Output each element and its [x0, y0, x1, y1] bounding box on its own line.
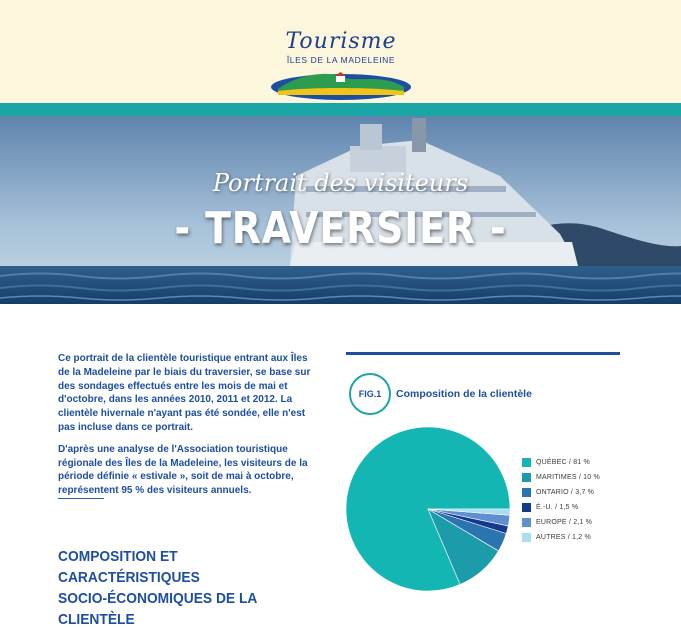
short-divider — [58, 498, 104, 499]
legend-swatch — [522, 533, 531, 542]
section-heading-line-1: COMPOSITION ET CARACTÉRISTIQUES — [58, 548, 200, 586]
intro-paragraph-2: D'après une analyse de l'Association touristique régionale des Îles de la Madeleine, les visiteurs de la période définie « estivale », soit de mai à octobre, représentent 95 % des visiteurs annuels. — [58, 443, 308, 497]
section-heading-line-2: SOCIO-ÉCONOMIQUES DE LA CLIENTÈLE — [58, 590, 257, 628]
legend-label: ONTARIO / 3,7 % — [536, 489, 595, 496]
legend-swatch — [522, 488, 531, 497]
legend-item — [522, 530, 600, 545]
teal-divider-bar — [0, 103, 681, 116]
intro-paragraph-1: Ce portrait de la clientèle touristique entrant aux Îles de la Madeleine par le biais du traversier, se base sur des sondages effectués entre les mois de mai et d'octobre, dans les années 2010, 2011 et 2012. La clientèle hivernale n'ayant pas été sondée, elle n'est pas incluse dans ce portrait. — [58, 353, 311, 433]
legend-label: EUROPE / 2,1 % — [536, 519, 593, 526]
legend-item — [522, 455, 600, 470]
legend-swatch — [522, 473, 531, 482]
header-band — [0, 0, 681, 103]
legend-label: AUTRES / 1,2 % — [536, 534, 591, 541]
pie-chart — [343, 418, 513, 600]
legend-label: É.-U. / 1,5 % — [536, 504, 579, 511]
legend-label: MARITIMES / 10 % — [536, 474, 600, 481]
pie-legend — [522, 455, 600, 545]
section-heading — [58, 546, 316, 630]
legend-swatch — [522, 503, 531, 512]
legend-label: QUÉBEC / 81 % — [536, 459, 590, 466]
hero-subtitle: Portrait des visiteurs — [212, 169, 469, 197]
intro-text — [58, 352, 320, 506]
figure-caption: Composition de la clientèle — [396, 388, 532, 400]
legend-swatch — [522, 518, 531, 527]
logo-title: Tourisme — [285, 29, 397, 54]
logo-subtitle: ÎLES DE LA MADELEINE — [286, 55, 396, 65]
tourisme-logo[interactable] — [266, 30, 416, 102]
legend-item — [522, 500, 600, 515]
legend-item — [522, 485, 600, 500]
hero-banner — [0, 116, 681, 304]
figure-badge: FIG.1 — [349, 373, 391, 415]
legend-swatch — [522, 458, 531, 467]
legend-item — [522, 470, 600, 485]
island-logo-icon — [270, 67, 412, 101]
figure-top-rule — [346, 352, 620, 355]
hero-title: - TRAVERSIER - — [174, 203, 507, 254]
legend-item — [522, 515, 600, 530]
